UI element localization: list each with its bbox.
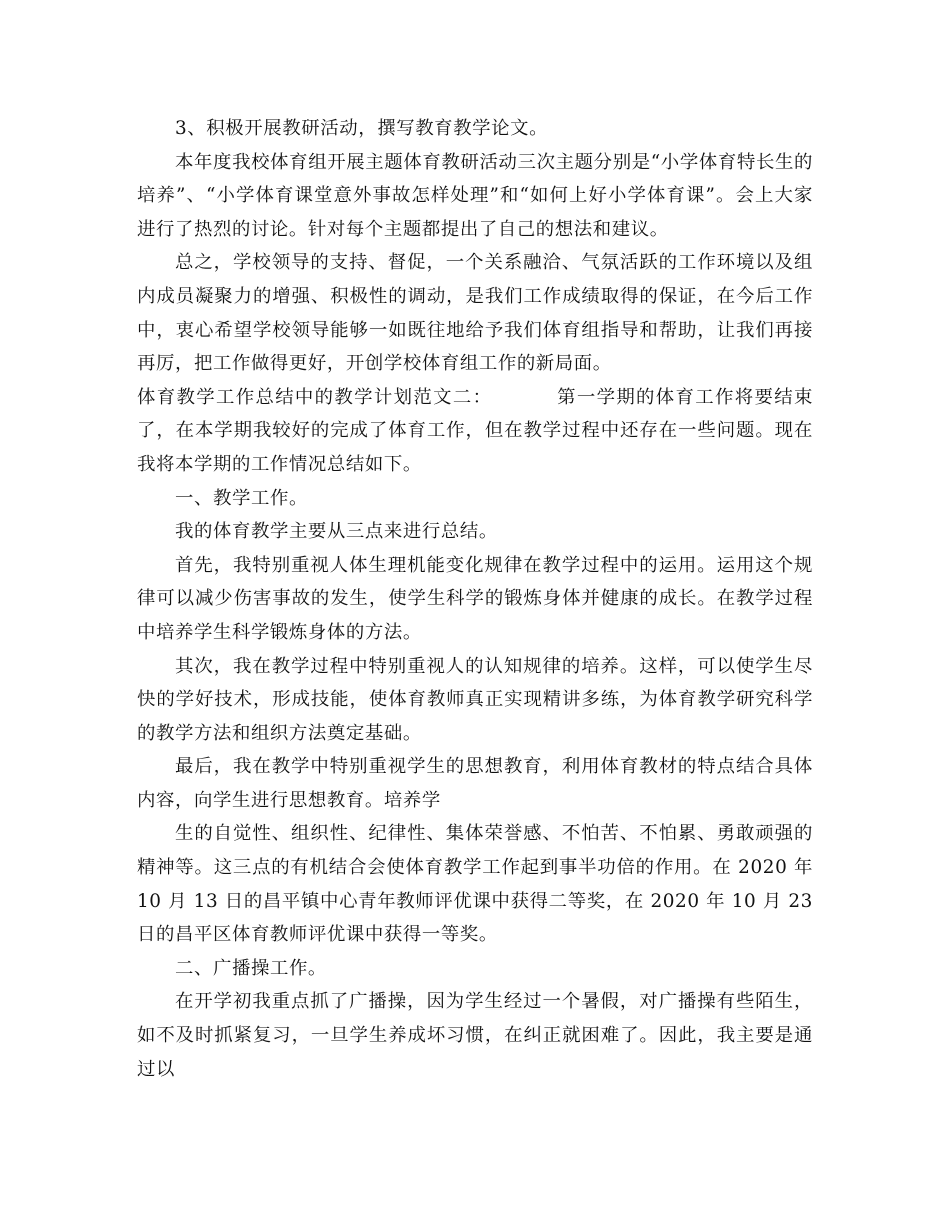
- paragraph: 生的自觉性、组织性、纪律性、集体荣誉感、不怕苦、不怕累、勇敢顽强的精神等。这三点的有机结合会使体育教学工作起到事半功倍的作用。在 2020 年 10 月 13 日的昌平镇中心青年教师评优课中获得二等奖，在 2020 年 10 月 23 日的昌平区体育教师评优课中获得一等奖。: [137, 823, 813, 946]
- section-intro: 第一学期的体育工作将要结束了，在本学期我较好的完成了体育工作，但在教学过程中还存在一些问题。现在我将本学期的工作情况总结如下。: [137, 386, 813, 475]
- paragraph: 二、广播操工作。: [175, 957, 327, 979]
- paragraph: 本年度我校体育组开展主题体育教研活动三次主题分别是“小学体育特长生的培养”、“小学体育课堂意外事故怎样处理”和“如何上好小学体育课”。会上大家进行了热烈的讨论。针对每个主题都提出了自己的想法和建议。: [137, 151, 813, 240]
- paragraph: 总之，学校领导的支持、督促，一个关系融洽、气氛活跃的工作环境以及组内成员凝聚力的增强、积极性的调动，是我们工作成绩取得的保证，在今后工作中，衷心希望学校领导能够一如既往地给予我们体育组指导和帮助，让我们再接再厉，把工作做得更好，开创学校体育组工作的新局面。: [137, 252, 813, 375]
- paragraph: 最后，我在教学中特别重视学生的思想教育，利用体育教材的特点结合具体内容，向学生进行思想教育。培养学: [137, 756, 813, 811]
- paragraph: 其次，我在教学过程中特别重视人的认知规律的培养。这样，可以使学生尽快的学好技术，形成技能，使体育教师真正实现精讲多练，为体育教学研究科学的教学方法和组织方法奠定基础。: [137, 655, 813, 744]
- paragraph: 我的体育教学主要从三点来进行总结。: [175, 521, 498, 543]
- paragraph: 3、积极开展教研活动，撰写教育教学论文。: [175, 118, 549, 139]
- paragraph: 首先，我特别重视人体生理机能变化规律在教学过程中的运用。运用这个规律可以减少伤害事故的发生，使学生科学的锻炼身体并健康的成长。在教学过程中培养学生科学锻炼身体的方法。: [137, 554, 813, 643]
- paragraph: 一、教学工作。: [175, 487, 308, 509]
- document-body: [137, 112, 813, 1086]
- paragraph: 在开学初我重点抓了广播操，因为学生经过一个暑假，对广播操有些陌生，如不及时抓紧复习，一旦学生养成坏习惯，在纠正就困难了。因此，我主要是通过以: [137, 991, 813, 1080]
- section-heading-paragraph: [137, 381, 813, 482]
- section-title: 体育教学工作总结中的教学计划范文二：: [137, 386, 493, 408]
